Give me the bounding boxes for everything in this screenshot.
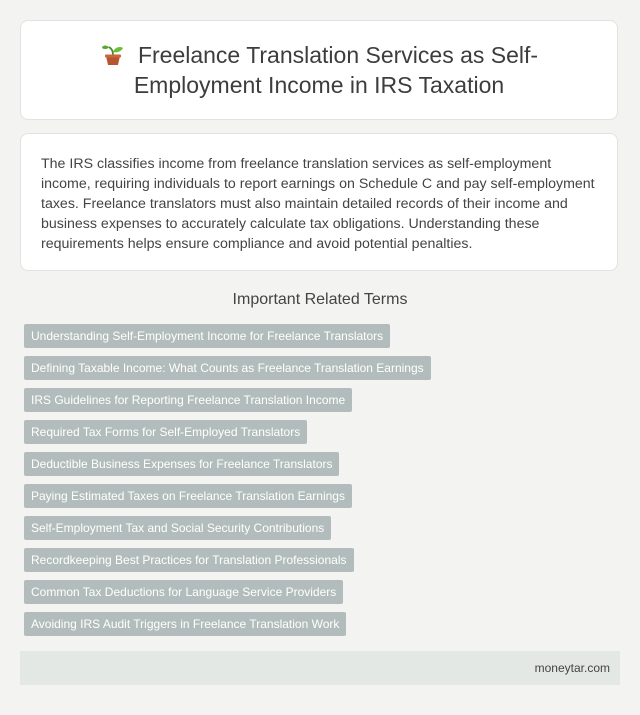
term-chip[interactable]: IRS Guidelines for Reporting Freelance Translation Income bbox=[24, 388, 352, 412]
term-chip[interactable]: Paying Estimated Taxes on Freelance Translation Earnings bbox=[24, 484, 352, 508]
footer bbox=[20, 651, 620, 685]
page-title: Freelance Translation Services as Self-Employment Income in IRS Taxation bbox=[133, 42, 539, 98]
term-chip[interactable]: Self-Employment Tax and Social Security Contributions bbox=[24, 516, 331, 540]
term-chip[interactable]: Avoiding IRS Audit Triggers in Freelance Translation Work bbox=[24, 612, 346, 636]
term-chip[interactable]: Defining Taxable Income: What Counts as Freelance Translation Earnings bbox=[24, 356, 431, 380]
term-chip[interactable]: Required Tax Forms for Self-Employed Translators bbox=[24, 420, 307, 444]
related-terms-heading: Important Related Terms bbox=[232, 291, 408, 308]
title-card bbox=[20, 20, 618, 120]
page-title-wrap bbox=[84, 40, 554, 100]
summary-text: The IRS classifies income from freelance translation services as self-employment income, requiring individuals to report earnings on Schedule C and pay self-employment taxes. Freelance translators must also maintain detailed records of their income and business expenses to accurately calculate tax obligations. Understanding these requirements helps ensure compliance and avoid potential penalties. bbox=[41, 156, 595, 252]
term-chip[interactable]: Understanding Self-Employment Income for Freelance Translators bbox=[24, 324, 390, 348]
related-terms-list bbox=[24, 324, 624, 644]
summary-card bbox=[20, 133, 618, 271]
term-chip[interactable]: Recordkeeping Best Practices for Translation Professionals bbox=[24, 548, 354, 572]
sprout-icon bbox=[100, 42, 126, 66]
term-chip[interactable]: Common Tax Deductions for Language Service Providers bbox=[24, 580, 343, 604]
term-chip[interactable]: Deductible Business Expenses for Freelance Translators bbox=[24, 452, 339, 476]
footer-site-link[interactable]: moneytar.com bbox=[534, 661, 610, 675]
